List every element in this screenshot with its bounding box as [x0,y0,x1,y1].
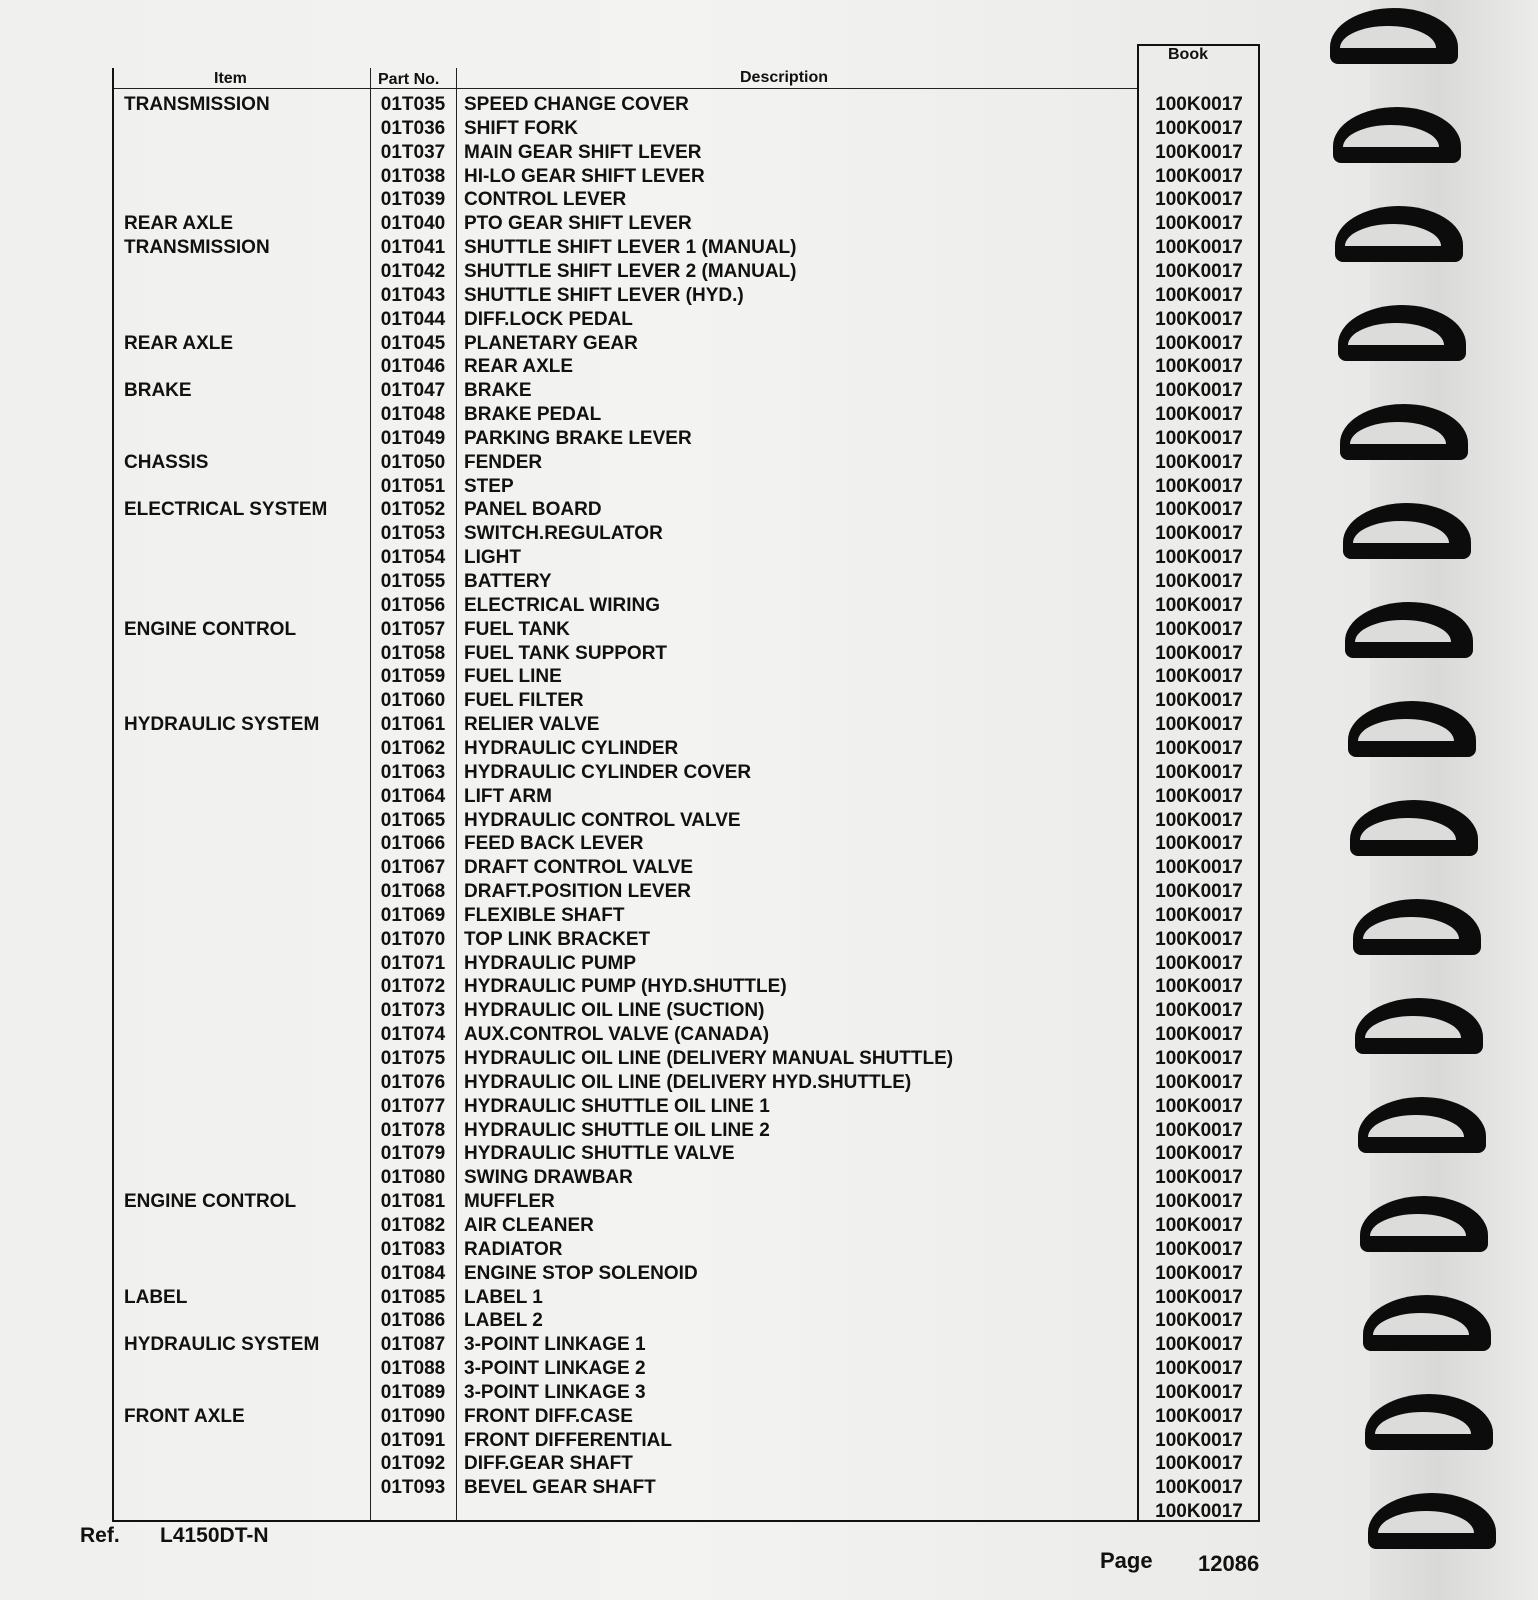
ref-value: L4150DT-N [160,1524,269,1547]
table-row [114,786,1260,809]
row-description: FENDER [464,451,543,473]
row-description: HYDRAULIC SHUTTLE OIL LINE 2 [464,1119,770,1141]
row-part-no: 01T074 [380,1024,446,1046]
row-description: 3-POINT LINKAGE 1 [464,1334,646,1356]
row-book: 100K0017 [1155,1262,1243,1284]
row-description: DRAFT CONTROL VALVE [464,857,694,879]
row-book: 100K0017 [1155,1119,1243,1141]
table-row [114,333,1260,356]
row-book: 100K0017 [1155,308,1243,330]
table-row [114,1430,1260,1453]
row-description: HI-LO GEAR SHIFT LEVER [464,165,705,187]
row-description: SPEED CHANGE COVER [464,94,689,115]
table-row [114,547,1260,570]
row-book: 100K0017 [1155,785,1243,807]
row-part-no: 01T078 [380,1119,446,1141]
row-book: 100K0017 [1155,1334,1243,1356]
row-description: PTO GEAR SHIFT LEVER [464,213,692,235]
binding-coil [1365,1394,1493,1450]
row-book: 100K0017 [1155,237,1243,259]
table-row [114,1143,1260,1166]
table-row [114,1406,1260,1429]
row-book: 100K0017 [1155,356,1243,378]
row-part-no: 01T091 [380,1429,446,1451]
table-row [114,166,1260,189]
row-description: 3-POINT LINKAGE 2 [464,1358,646,1380]
page-number: 12086 [1198,1551,1260,1576]
row-description: LABEL 1 [464,1286,543,1308]
row-book: 100K0017 [1155,475,1243,497]
row-item: TRANSMISSION [124,237,270,259]
binding-coil [1353,899,1481,955]
row-description: HYDRAULIC PUMP (HYD.SHUTTLE) [464,976,787,998]
row-description: 3-POINT LINKAGE 3 [464,1381,646,1403]
row-book: 100K0017 [1155,1238,1243,1260]
row-description: FUEL FILTER [464,690,584,712]
row-description: MAIN GEAR SHIFT LEVER [464,141,702,163]
row-part-no: 01T054 [380,547,446,569]
row-description: ENGINE STOP SOLENOID [464,1262,698,1284]
row-book: 100K0017 [1155,737,1243,759]
row-book: 100K0017 [1155,714,1243,736]
row-description: FRONT DIFF.CASE [464,1405,633,1427]
table-row [114,643,1260,666]
row-part-no: 01T048 [380,404,446,426]
binding-coil [1360,1196,1488,1252]
row-part-no: 01T080 [380,1167,446,1189]
row-description: MUFFLER [464,1191,555,1213]
row-item: ENGINE CONTROL [124,1191,297,1213]
row-part-no: 01T052 [380,499,446,521]
table-row [114,452,1260,475]
row-book: 100K0017 [1155,117,1243,139]
row-book: 100K0017 [1155,380,1243,402]
row-part-no: 01T063 [380,761,446,783]
binding-coil [1355,998,1483,1054]
row-book: 100K0017 [1155,1405,1243,1427]
row-part-no: 01T057 [380,618,446,640]
table-row [114,285,1260,308]
row-part-no: 01T093 [380,1477,446,1499]
row-book: 100K0017 [1155,1048,1243,1069]
row-book: 100K0017 [1155,189,1243,211]
row-book: 100K0017 [1155,1429,1243,1451]
row-part-no: 01T060 [380,690,446,712]
row-part-no: 01T072 [380,976,446,998]
row-book: 100K0017 [1155,857,1243,879]
table-row [114,499,1260,522]
row-description: BEVEL GEAR SHAFT [464,1477,656,1499]
row-part-no: 01T090 [380,1405,446,1427]
table-row [114,1310,1260,1333]
row-description: SWITCH.REGULATOR [464,523,663,545]
table-row [114,1191,1260,1214]
parts-table [112,46,1260,1523]
row-part-no: 01T040 [380,213,446,235]
binding-coil [1368,1493,1496,1549]
row-book: 100K0017 [1155,761,1243,783]
row-part-no: 01T081 [380,1191,446,1213]
row-book: 100K0017 [1155,404,1243,426]
table-row [114,1358,1260,1381]
row-description: PARKING BRAKE LEVER [464,427,692,449]
row-description: BRAKE [464,380,532,402]
row-description: REAR AXLE [464,356,574,378]
row-part-no: 01T038 [380,165,446,187]
row-book: 100K0017 [1155,499,1243,521]
row-item: REAR AXLE [124,332,234,354]
row-part-no: 01T064 [380,785,446,807]
row-description: HYDRAULIC CYLINDER COVER [464,761,752,783]
row-description: SWING DRAWBAR [464,1167,633,1189]
row-description: LIGHT [464,547,521,569]
row-book: 100K0017 [1155,213,1243,235]
row-description: PANEL BOARD [464,499,602,521]
table-row [114,356,1260,379]
row-item: HYDRAULIC SYSTEM [124,714,320,736]
row-book: 100K0017 [1155,928,1243,950]
table-row [114,1096,1260,1119]
row-part-no: 01T085 [380,1286,446,1308]
row-part-no: 01T045 [380,332,446,354]
row-item: HYDRAULIC SYSTEM [124,1334,320,1356]
row-item: ELECTRICAL SYSTEM [124,499,328,521]
table-row [114,428,1260,451]
row-part-no: 01T061 [380,714,446,736]
row-part-no: 01T047 [380,380,446,402]
table-row [114,1334,1260,1357]
row-book: 100K0017 [1155,976,1243,998]
row-description: HYDRAULIC OIL LINE (DELIVERY HYD.SHUTTLE) [464,1071,912,1093]
row-description: RADIATOR [464,1238,563,1260]
row-part-no: 01T039 [380,189,446,211]
row-book: 100K0017 [1155,451,1243,473]
row-book: 100K0017 [1155,618,1243,640]
row-description: BATTERY [464,571,552,592]
row-part-no: 01T036 [380,117,446,139]
table-row [114,1453,1260,1476]
row-book: 100K0017 [1155,1477,1243,1499]
row-item: LABEL [124,1286,188,1308]
row-part-no: 01T083 [380,1238,446,1260]
table-row [114,1215,1260,1238]
row-description: HYDRAULIC OIL LINE (DELIVERY MANUAL SHUTTLE) [464,1048,954,1069]
row-part-no: 01T070 [380,928,446,950]
header-book: Book [1168,46,1208,63]
table-row [114,690,1260,713]
table-row [114,619,1260,642]
row-part-no: 01T035 [380,94,446,115]
row-item: ENGINE CONTROL [124,618,297,640]
row-part-no: 01T042 [380,260,446,282]
row-description: RELIER VALVE [464,714,600,736]
table-row [114,738,1260,761]
row-book: 100K0017 [1155,1095,1243,1117]
table-row [114,976,1260,999]
table-row [114,142,1260,165]
row-part-no: 01T056 [380,594,446,616]
row-book: 100K0017 [1155,94,1243,115]
table-row [114,1477,1260,1500]
table-row [114,380,1260,403]
row-part-no: 01T050 [380,451,446,473]
table-row [114,571,1260,594]
row-item: REAR AXLE [124,213,234,235]
row-book: 100K0017 [1155,1167,1243,1189]
row-description: FEED BACK LEVER [464,833,644,855]
table-row [114,1048,1260,1071]
table-row [114,905,1260,928]
row-description: HYDRAULIC PUMP [464,952,637,974]
row-part-no: 01T069 [380,904,446,926]
table-row [114,1167,1260,1190]
table-row [114,666,1260,689]
binding-coil [1363,1295,1491,1351]
row-description: PLANETARY GEAR [464,332,638,354]
row-part-no: 01T041 [380,237,446,259]
table-row [114,1263,1260,1286]
row-book: 100K0017 [1155,1191,1243,1213]
row-description: SHUTTLE SHIFT LEVER (HYD.) [464,284,744,306]
header-item: Item [214,70,247,87]
table-row [114,833,1260,856]
row-book: 100K0017 [1155,904,1243,926]
row-description: FUEL TANK [464,618,570,640]
page-label: Page [1100,1548,1153,1573]
table-row [114,1024,1260,1047]
row-description: HYDRAULIC CONTROL VALVE [464,809,741,831]
row-description: HYDRAULIC CYLINDER [464,737,679,759]
table-row [114,476,1260,499]
row-book: 100K0017 [1155,1071,1243,1093]
row-description: STEP [464,475,514,497]
row-part-no: 01T084 [380,1262,446,1284]
table-row [114,94,1260,117]
row-part-no: 01T075 [380,1048,446,1069]
row-description: SHIFT FORK [464,117,578,139]
ref-label: Ref. [80,1524,120,1547]
row-description: DIFF.LOCK PEDAL [464,308,633,330]
row-book: 100K0017 [1155,1310,1243,1332]
row-part-no: 01T055 [380,571,446,592]
row-description: DRAFT.POSITION LEVER [464,881,691,903]
header-rule [114,88,1137,89]
row-part-no: 01T092 [380,1453,446,1475]
row-book: 100K0017 [1155,260,1243,282]
row-description: CONTROL LEVER [464,189,627,211]
row-book: 100K0017 [1155,594,1243,616]
row-part-no: 01T066 [380,833,446,855]
row-description: HYDRAULIC OIL LINE (SUCTION) [464,1000,765,1022]
table-row [114,1382,1260,1405]
row-description: BRAKE PEDAL [464,404,602,426]
row-part-no: 01T068 [380,881,446,903]
table-row [114,118,1260,141]
table-row [114,1072,1260,1095]
table-row [114,523,1260,546]
row-book: 100K0017 [1155,571,1243,592]
row-part-no: 01T062 [380,737,446,759]
row-book: 100K0017 [1155,833,1243,855]
row-part-no: 01T089 [380,1381,446,1403]
row-part-no: 01T053 [380,523,446,545]
table-row [114,213,1260,236]
row-description: ELECTRICAL WIRING [464,594,660,616]
binding-coil [1350,800,1478,856]
row-part-no: 01T079 [380,1143,446,1165]
row-part-no: 01T086 [380,1310,446,1332]
row-book: 100K0017 [1155,141,1243,163]
row-description: AUX.CONTROL VALVE (CANADA) [464,1024,770,1046]
row-book: 100K0017 [1155,1214,1243,1236]
row-part-no: 01T044 [380,308,446,330]
table-row [114,857,1260,880]
spiral-binding [1370,0,1538,1600]
row-part-no: 01T082 [380,1214,446,1236]
row-description: TOP LINK BRACKET [464,928,651,950]
table-row [114,762,1260,785]
table-row [114,881,1260,904]
row-part-no: 01T067 [380,857,446,879]
table-row [114,237,1260,260]
row-book: 100K0017 [1155,1381,1243,1403]
row-book: 100K0017 [1155,332,1243,354]
row-book: 100K0017 [1155,690,1243,712]
row-description: LIFT ARM [464,785,552,807]
row-part-no: 01T046 [380,356,446,378]
row-part-no: 01T077 [380,1095,446,1117]
row-item: TRANSMISSION [124,94,270,115]
row-description: FRONT DIFFERENTIAL [464,1429,672,1451]
row-part-no: 01T051 [380,475,446,497]
row-description: AIR CLEANER [464,1214,594,1236]
row-book: 100K0017 [1155,1024,1243,1046]
table-row [114,1120,1260,1143]
row-description: SHUTTLE SHIFT LEVER 1 (MANUAL) [464,237,797,259]
table-row [114,261,1260,284]
row-description: FLEXIBLE SHAFT [464,904,625,926]
row-book: 100K0017 [1155,523,1243,545]
row-description: SHUTTLE SHIFT LEVER 2 (MANUAL) [464,260,797,282]
row-description: LABEL 2 [464,1310,543,1332]
row-part-no: 01T071 [380,952,446,974]
row-book: 100K0017 [1155,1286,1243,1308]
table-row [114,309,1260,332]
row-part-no: 01T049 [380,427,446,449]
row-part-no: 01T037 [380,141,446,163]
row-book: 100K0017 [1155,1143,1243,1165]
table-row [114,929,1260,952]
row-description: FUEL TANK SUPPORT [464,642,668,664]
table-row [114,404,1260,427]
row-part-no: 01T087 [380,1334,446,1356]
row-description: DIFF.GEAR SHAFT [464,1453,633,1475]
row-description: HYDRAULIC SHUTTLE OIL LINE 1 [464,1095,770,1117]
row-book: 100K0017 [1155,666,1243,688]
table-row [114,810,1260,833]
table-row [114,1239,1260,1262]
row-book: 100K0017 [1155,881,1243,903]
header-part-no: Part No. [378,71,440,88]
row-book: 100K0017 [1155,952,1243,974]
table-row [114,953,1260,976]
row-item: FRONT AXLE [124,1405,245,1427]
header-description: Description [740,69,829,86]
row-part-no: 01T088 [380,1358,446,1380]
row-book: 100K0017 [1155,1453,1243,1475]
row-part-no: 01T058 [380,642,446,664]
row-book: 100K0017 [1155,809,1243,831]
row-book: 100K0017 [1155,165,1243,187]
table-row [114,714,1260,737]
table-row [114,595,1260,618]
row-part-no: 01T073 [380,1000,446,1022]
row-book: 100K0017 [1155,1501,1243,1523]
table-row [114,1287,1260,1310]
row-book: 100K0017 [1155,547,1243,569]
binding-coil [1358,1097,1486,1153]
row-part-no: 01T059 [380,666,446,688]
row-book: 100K0017 [1155,284,1243,306]
row-item: CHASSIS [124,451,209,473]
row-part-no: 01T043 [380,284,446,306]
table-row [114,189,1260,212]
row-item: BRAKE [124,380,192,402]
table-row [114,1501,1260,1524]
row-description: HYDRAULIC SHUTTLE VALVE [464,1143,735,1165]
row-book: 100K0017 [1155,642,1243,664]
table-row [114,1000,1260,1023]
row-book: 100K0017 [1155,1000,1243,1022]
row-part-no: 01T076 [380,1071,446,1093]
row-part-no: 01T065 [380,809,446,831]
row-book: 100K0017 [1155,1358,1243,1380]
row-description: FUEL LINE [464,666,562,688]
row-book: 100K0017 [1155,427,1243,449]
